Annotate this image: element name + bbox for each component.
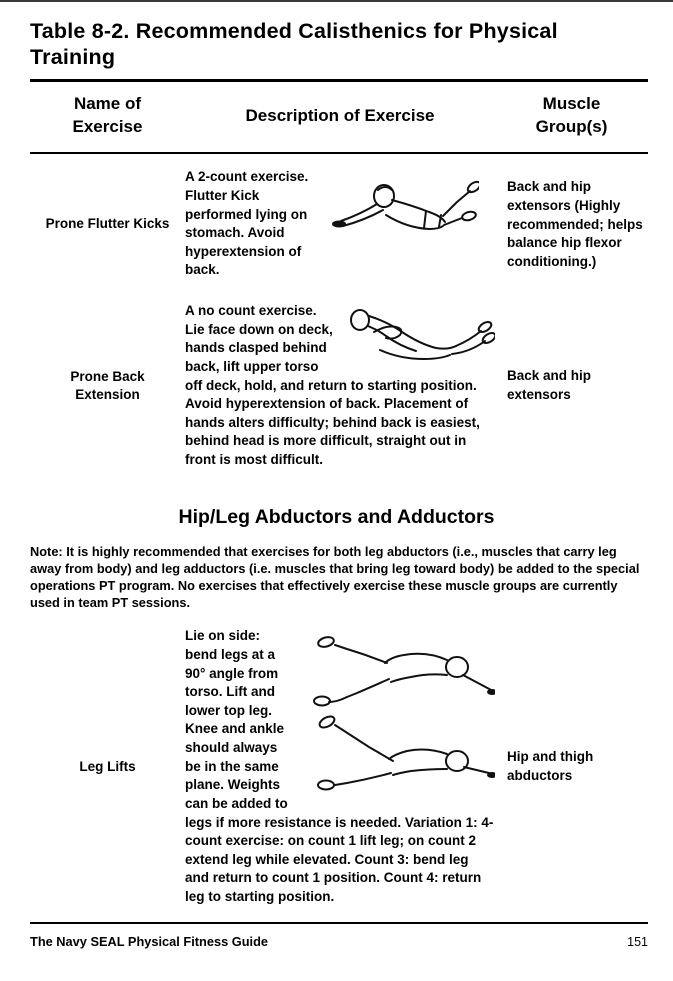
table-row-prone-back-extension: [30, 296, 648, 484]
exercise-name: Prone Back Extension: [70, 368, 145, 402]
leg-lifts-illustrations: [299, 627, 495, 797]
footer-book-title: The Navy SEAL Physical Fitness Guide: [30, 934, 269, 949]
exercise-description: A 2-count exercise. Flutter Kick performed lying on stomach. Avoid hyperextension of back.: [185, 169, 309, 278]
muscle-groups: Back and hip extensors: [507, 368, 592, 402]
table-row-leg-lifts: [30, 611, 648, 910]
column-header-muscle: Muscle Group(s): [535, 94, 608, 137]
muscle-groups: Hip and thigh abductors: [507, 749, 594, 783]
leg-lifts-illustration-top-icon: [299, 627, 495, 711]
exercise-description: A no count exercise. Lie face down on deck, hands clasped behind back, lift upper torso off deck, hold, and return to starting position. Avoid hyperextension of back. Placement of hands alters difficulty; behind back is easiest, behind head is more difficult, straight out in front is most difficult.: [185, 303, 480, 468]
column-header-name: Name of Exercise: [72, 94, 143, 137]
table-row-prone-flutter-kicks: [30, 154, 648, 296]
muscle-groups: Back and hip extensors (Highly recommended; helps balance hip flexor conditioning.): [507, 179, 643, 269]
section-heading: Hip/Leg Abductors and Adductors: [178, 505, 495, 528]
exercise-name: Prone Flutter Kicks: [45, 216, 170, 232]
page-footer: [30, 922, 648, 949]
exercise-description: Lie on side: bend legs at a 90° angle from torso. Lift and lower top leg. Knee and ankle should always be in the same plane. Weights can be added to legs if more resistance is needed. Variation 1: 4-count exercise: on count 1 lift leg; on count 2 extend leg while elevated. Count 3: bend leg and return to count 1 position. Count 4: return leg to starting position.: [185, 628, 494, 904]
table-header-row: [30, 82, 648, 152]
exercise-name: Leg Lifts: [79, 758, 136, 774]
column-header-description: Description of Exercise: [245, 105, 435, 125]
table-title: Table 8-2. Recommended Calisthenics for Physical Training: [30, 19, 558, 70]
section-note: Note: It is highly recommended that exercises for both leg abductors (i.e., muscles that carry leg away from body) and leg adductors (i.e. muscles that bring leg toward body) be added to the special operations PT program. No exercises that effectively exercise these muscle groups are currently used in team PT sessions.: [30, 543, 640, 611]
leg-lifts-illustration-bottom-icon: [299, 711, 495, 797]
footer-page-number: 151: [627, 935, 648, 949]
prone-back-extension-illustration-icon: [340, 302, 495, 374]
prone-flutter-kicks-illustration-icon: [329, 168, 479, 280]
